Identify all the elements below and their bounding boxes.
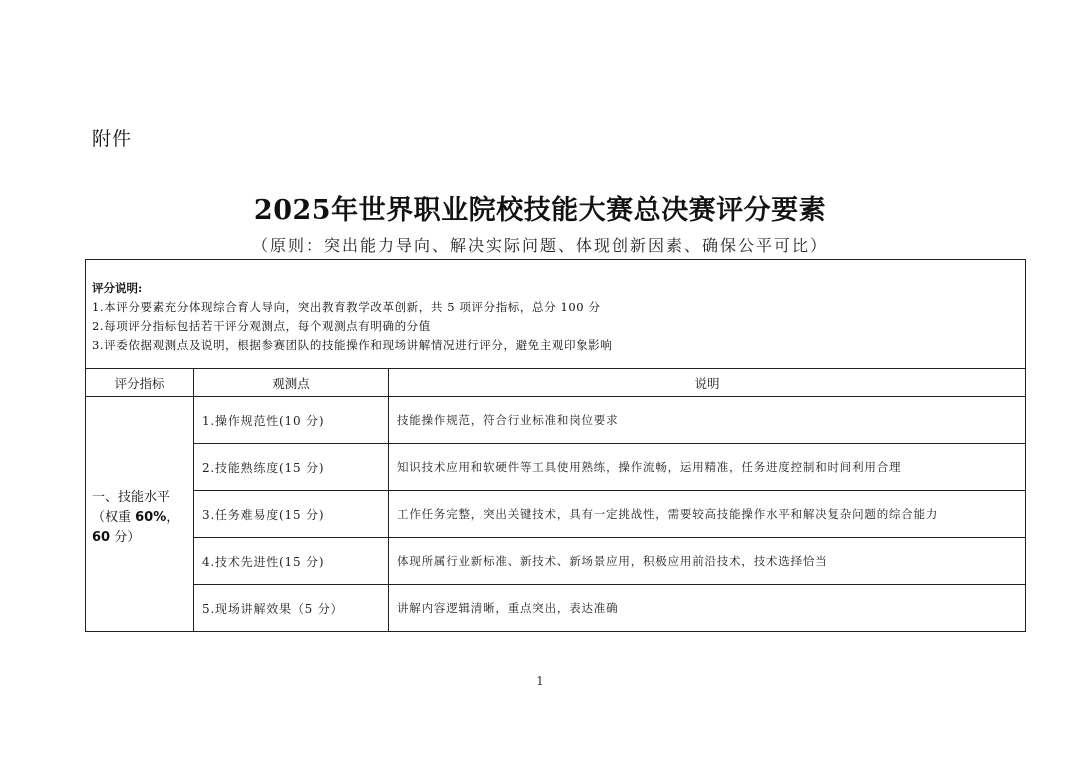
header-observation-point: 观测点	[194, 369, 389, 397]
table-row	[86, 397, 1026, 444]
observation-point: 2.技能熟练度(15 分)	[194, 444, 389, 491]
document-subtitle: （原则：突出能力导向、解决实际问题、体现创新因素、确保公平可比）	[251, 236, 828, 255]
table-row	[86, 585, 1026, 632]
point-description: 技能操作规范，符合行业标准和岗位要求	[389, 397, 1026, 444]
indicator-weight	[92, 508, 193, 528]
weight-percent: 60%	[135, 510, 167, 525]
table-header-row	[86, 369, 1026, 397]
score-suffix: 分）	[110, 530, 141, 545]
indicator-skill-level	[86, 397, 194, 632]
scoring-notes	[86, 260, 1026, 369]
indicator-score	[92, 528, 193, 548]
point-description: 讲解内容逻辑清晰，重点突出，表达准确	[389, 585, 1026, 632]
observation-point: 5.现场讲解效果（5 分）	[194, 585, 389, 632]
point-description: 知识技术应用和软硬件等工具使用熟练，操作流畅，运用精准，任务进度控制和时间利用合理	[389, 444, 1026, 491]
point-description: 工作任务完整，突出关键技术，具有一定挑战性，需要较高技能操作水平和解决复杂问题的综合能力	[389, 491, 1026, 538]
scoring-table	[85, 259, 1026, 632]
score-value: 60	[92, 530, 111, 545]
page-number: 1	[536, 674, 544, 688]
notes-line: 1.本评分要素充分体现综合育人导向，突出教育教学改革创新，共 5 项评分指标，总分 100 分	[92, 300, 601, 314]
observation-point: 4.技术先进性(15 分)	[194, 538, 389, 585]
notes-row	[86, 260, 1026, 369]
document-title: 2025年世界职业院校技能大赛总决赛评分要素	[253, 195, 827, 226]
notes-heading: 评分说明:	[92, 281, 143, 295]
point-description: 体现所属行业新标准、新技术、新场景应用，积极应用前沿技术，技术选择恰当	[389, 538, 1026, 585]
weight-prefix: （权重	[92, 510, 136, 525]
notes-line: 3.评委依据观测点及说明，根据参赛团队的技能操作和现场讲解情况进行评分，避免主观印象影响	[92, 338, 613, 352]
table-row	[86, 538, 1026, 585]
table-row	[86, 444, 1026, 491]
indicator-name: 一、技能水平	[92, 490, 171, 505]
header-indicator: 评分指标	[86, 369, 194, 397]
weight-suffix: ，	[166, 510, 180, 525]
observation-point: 3.任务难易度(15 分)	[194, 491, 389, 538]
header-description: 说明	[389, 369, 1026, 397]
observation-point: 1.操作规范性(10 分)	[194, 397, 389, 444]
table-row	[86, 491, 1026, 538]
notes-line: 2.每项评分指标包括若干评分观测点，每个观测点有明确的分值	[92, 319, 431, 333]
attachment-label: 附件	[92, 128, 133, 150]
